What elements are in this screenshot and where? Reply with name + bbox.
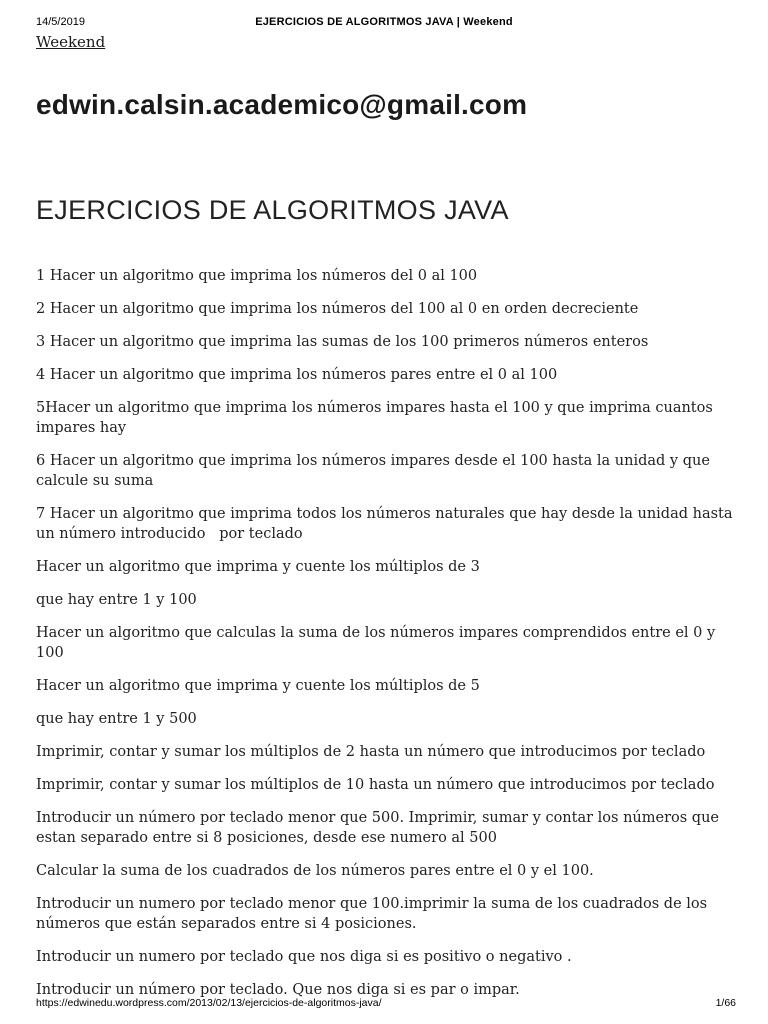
exercise-line-15: Introducir un número por teclado menor que 500. Imprimir, sumar y contar los números que estan separado entre si 8 posiciones, desde ese numero al 500 xyxy=(36,810,724,846)
exercise-line-6: 6 Hacer un algoritmo que imprima los números impares desde el 100 hasta la unidad y que calcule su suma xyxy=(36,453,715,489)
exercise-line-17: Introducir un numero por teclado menor que 100.imprimir la suma de los cuadrados de los números que están separados entre si 4 posiciones. xyxy=(36,896,712,932)
exercise-line-18: Introducir un numero por teclado que nos diga si es positivo o negativo . xyxy=(36,949,572,965)
print-document-title: EJERCICIOS DE ALGORITMOS JAVA | Weekend xyxy=(255,16,513,28)
exercise-list xyxy=(36,266,738,1000)
exercise-line-1: 1 Hacer un algoritmo que imprima los números del 0 al 100 xyxy=(36,268,478,284)
exercise-line-5: 5Hacer un algoritmo que imprima los números impares hasta el 100 y que imprima cuantos impares hay xyxy=(36,400,718,436)
exercise-line-11: Hacer un algoritmo que imprima y cuente los múltiplos de 5 xyxy=(36,678,480,694)
email-heading: edwin.calsin.academico@gmail.com xyxy=(36,89,528,120)
page-title: EJERCICIOS DE ALGORITMOS JAVA xyxy=(36,195,509,225)
exercise-line-13: Imprimir, contar y sumar los múltiplos de 2 hasta un número que introducimos por teclado xyxy=(36,744,706,760)
exercise-line-2: 2 Hacer un algoritmo que imprima los números del 100 al 0 en orden decreciente xyxy=(36,301,639,317)
exercise-line-9: que hay entre 1 y 100 xyxy=(36,592,197,608)
print-header xyxy=(0,0,768,28)
exercise-line-16: Calcular la suma de los cuadrados de los números pares entre el 0 y el 100. xyxy=(36,863,594,879)
exercise-line-14: Imprimir, contar y sumar los múltiplos de 10 hasta un número que introducimos por teclado xyxy=(36,777,715,793)
exercise-line-7: 7 Hacer un algoritmo que imprima todos los números naturales que hay desde la unidad hasta un número introducido por teclado xyxy=(36,506,738,542)
site-link-row xyxy=(0,28,768,52)
exercise-line-8: Hacer un algoritmo que imprima y cuente los múltiplos de 3 xyxy=(36,559,480,575)
exercise-line-12: que hay entre 1 y 500 xyxy=(36,711,197,727)
exercise-line-4: 4 Hacer un algoritmo que imprima los números pares entre el 0 al 100 xyxy=(36,367,558,383)
print-date: 14/5/2019 xyxy=(36,16,85,28)
footer-url: https://edwinedu.wordpress.com/2013/02/13/ejercicios-de-algoritmos-java/ xyxy=(36,997,382,1009)
exercise-line-19: Introducir un número por teclado. Que nos diga si es par o impar. xyxy=(36,982,520,998)
exercise-line-10: Hacer un algoritmo que calculas la suma de los números impares comprendidos entre el 0 y 100 xyxy=(36,625,720,661)
footer-page-number: 1/66 xyxy=(715,997,736,1009)
weekend-site-link[interactable]: Weekend xyxy=(36,33,106,51)
print-footer xyxy=(36,997,736,1009)
exercise-line-3: 3 Hacer un algoritmo que imprima las sumas de los 100 primeros números enteros xyxy=(36,334,649,350)
